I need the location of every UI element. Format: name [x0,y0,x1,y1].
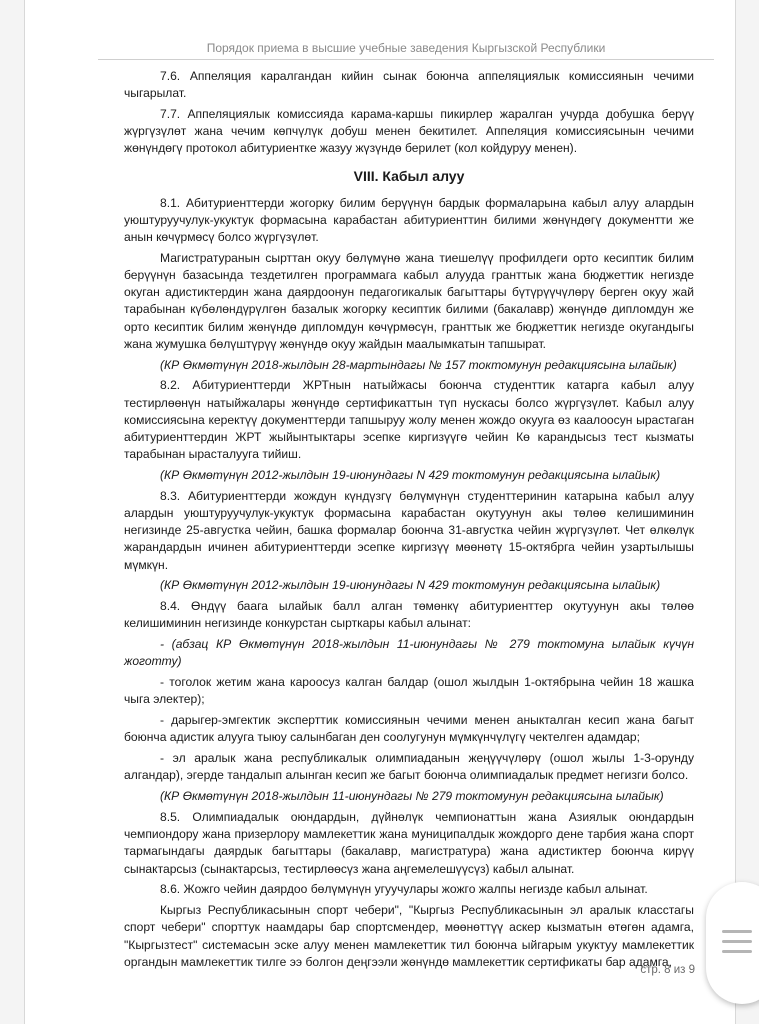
paragraph: 8.5. Олимпиадалык оюндардын, дүйнөлүк чемпионаттын жана Азиялык оюндардын чемпиондору жана призерлору мамлекеттик жана муниципалдык жождорго дене тарбия жана спорт тармагындагы даярдык багыттары (бакалавр, магистратура) жана адистиктер боюнча кирүү сынактарсыз (сынактарсыз, тестирлөөсүз жана аңгемелешүүсүз) кабыл алынат. [124,810,694,876]
document-body [124,68,694,975]
paragraph: 7.7. Аппеляциялык комиссияда карама-каршы пикирлер жаралган учурда добушка берүү жүргүзүлөт жана чечим көпчүлүк добуш менен бекитилет. Аппеляция комиссиясынын чечими жөнүндөгү протокол абитуриентке жазуу жүзүндө берилет (кол койдуруу менен). [124,107,694,156]
scroll-grip-icon [722,930,752,933]
paragraph: 7.6. Аппеляция каралгандан кийин сынак боюнча аппеляциялык комиссиянын чечими чыгарылат. [124,69,694,101]
editorial-note: (КР Өкмөтүнүн 2012-жылдын 19-июнундагы N 429 токтомунун редакциясына ылайык) [160,468,661,483]
editorial-note: - (абзац КР Өкмөтүнүн 2018-жылдын 11-июнундагы № 279 токтомуна ылайык күчүн жоготту) [124,637,694,669]
paragraph: Магистратуранын сырттан окуу бөлүмүнө жана тиешелүү профилдеги орто кесиптик билим берүүнүн базасында тездетилген программага кабыл алууда гранттык жана бюджеттик негизде окуган адистиктердин жана даярдоонун педагогикалык багыттары бүтүрүүчүлөрү берген окуу жай тарабынан күбөлөндүрүлгөн базалык жогорку кесиптик билими (бакалавр) жөнүндө дипломдун же орто кесиптик билим жөнүндө дипломдун көчүрмөсүн, гранттык же бюджеттик негизде окугандыгы жана жумушка бөлүштүрүү жөнүндө окуу жайдын маалымкатын тапшырат. [124,250,694,351]
paragraph: - эл аралык жана республикалык олимпиаданын жеңүүчүлөрү (ошол жылы 1-3-орунду алгандар), эгерде тандалып алынган кесип же багыт боюнча олимпиадалык предмет негизги болсо. [124,751,694,783]
paragraph: 8.2. Абитуриенттерди ЖРТнын натыйжасы боюнча студенттик катарга кабыл алуу тестирлөөнүн натыйжалары жөнүндө сертификаттын түп нускасы болсо жүргүзүлөт. Кабыл алуу комиссиясына керектүү документтерди тапшыруу жолу менен жождо окууга өз каалоосун ырастаган абитуриенттердин ЖРТ жыйынтыктары эсепке киргизүүгө чейин Кө карандысыз тест кызматы тарабынан ырасталууга тийиш. [124,378,694,462]
scroll-grip-icon [722,950,752,953]
paragraph: - тоголок жетим жана кароосуз калган балдар (ошол жылдын 1-октябрына чейин 18 жашка чыга электер); [124,675,694,707]
running-header: Порядок приема в высшие учебные заведения Кыргызской Республики [98,41,714,60]
section-heading: VIII. Кабыл алуу [353,167,465,184]
scroll-handle[interactable] [706,882,759,1004]
paragraph: 8.4. Өндүү баага ылайык балл алган төмөнкү абитуриенттер окутуунун акы төлөө келишиминин негизинде конкурстан сырткары кабыл алынат: [124,599,694,631]
paragraph: 8.1. Абитуриенттерди жогорку билим берүүнүн бардык формаларына кабыл алуу алардын уюштуруучулук-укуктук формасына карабастан абитуриенттин билими жөнүндөгү документти же анын көчүрмөсү болсо жүргүзүлөт. [124,195,694,245]
paragraph: 8.3. Абитуриенттерди жождун күндүзгү бөлүмүнүн студенттеринин катарына кабыл алуу алардын уюштуруучулук-укуктук формасына карабастан окутуунун акы төлөө келишиминин негизинде 25-августка чейин, башка формалар боюнча 31-августка чейин жүргүзүлөт. Чет өлкөлүк жарандардын ичинен абитуриенттерди эсепке киргизүү мөөнөтү 15-октябрга чейин узартылышы мүмкүн. [124,488,694,572]
editorial-note: (КР Өкмөтүнүн 2018-жылдын 28-мартындагы № 157 токтомунун редакциясына ылайык) [160,357,677,372]
paragraph: Кыргыз Республикасынын спорт чебери", "Кыргыз Республикасынын эл аралык класстагы спорт чебери" спорттук наамдары бар спортсмендер, мөөнөттүү аскер кызматын өтөгөн адамга, "Кыргызтест" системасын эске алуу менен мамлекеттик тил боюнча ыйгарым укуктуу мамлекеттик органдын мамлекеттик тилге ээ болгон деңгээли жөнүндө мамлекеттик сертификаты бар адамга, [124,903,694,969]
editorial-note: (КР Өкмөтүнүн 2018-жылдын 11-июнундагы № 279 токтомунун редакциясына ылайык) [160,789,664,804]
page-indicator: стр. 8 из 9 [640,964,695,976]
paragraph: - дарыгер-эмгектик эксперттик комиссиянын чечими менен аныкталган кесип жана багыт боюнча адистик алууга тыюу салынбаган ден соолугунун мүмкүнчүлүгү чектелген адамдар; [124,713,694,745]
paragraph: 8.6. Жожго чейин даярдоо бөлүмүнүн угуучулары жожго жалпы негизде кабыл алынат. [160,882,648,897]
editorial-note: (КР Өкмөтүнүн 2012-жылдын 19-июнундагы N 429 токтомунун редакциясына ылайык) [160,578,661,593]
scroll-grip-icon [722,940,752,943]
